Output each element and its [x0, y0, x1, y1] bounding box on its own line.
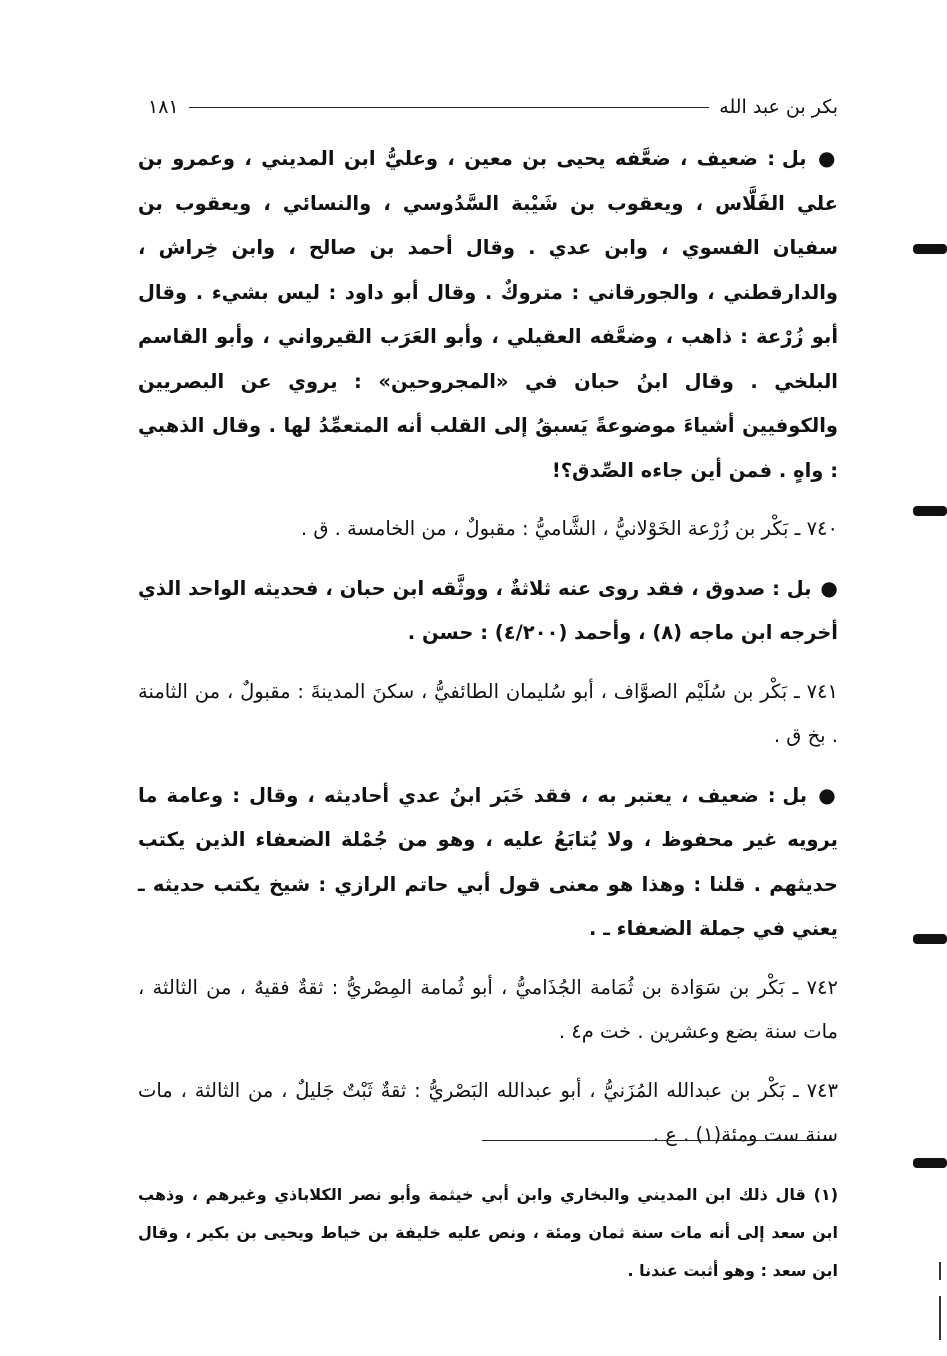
entry-740: ٧٤٠ ـ بَكْر بن زُرْعة الخَوْلانيُّ ، الشَّاميُّ : مقبولٌ ، من الخامسة . ق . — [300, 517, 838, 540]
page-number: ١٨١ — [148, 96, 179, 118]
commentary-paragraph — [138, 566, 838, 656]
footnote-rule — [482, 1140, 832, 1141]
commentary-text: بل : ضعيف ، يعتبر به ، فقد خَبَر ابنُ عدي أحاديثه ، وقال : وعامة ما يرويه غير محفوظ ، ولا يُتابَعُ عليه ، وهو من جُمْلة الضعفاء الذين يكتب حديثهم . قلنا : وهذا هو معنى قول أبي حاتم الرازي : شيخ يكتب حديثه ـ يعني في جملة الضعفاء ـ . — [138, 783, 838, 940]
commentary-text: بل : صدوق ، فقد روى عنه ثلاثةٌ ، ووثَّقه ابن حبان ، فحديثه الواحد الذي أخرجه ابن ماجه (٨) ، وأحمد (٤/٢٠٠) : حسن . — [138, 576, 838, 644]
commentary-text: بل : ضعيف ، ضعَّفه يحيى بن معين ، وعليُّ ابن المديني ، وعمرو بن علي الفَلَّاس ، ويعقوب بن شَيْبة السَّدُوسي ، والنسائي ، ويعقوب بن سفيان الفسوي ، وابن عدي . وقال أحمد بن صالح ، وابن خِراش ، والدارقطني ، والجورقاني : متروكٌ . وقال أبو داود : ليس بشيء . وقال أبو زُرْعة : ذاهب ، وضعَّفه العقيلي ، وأبو العَرَب القيرواني ، وأبو القاسم البلخي . وقال ابنُ حبان في «المجروحين» : يروي عن البصريين والكوفيين أشياءَ موضوعةً يَسبقُ إلى القلب أنه المتعمِّدُ لها . وقال الذهبي : واهٍ . فمن أين جاءه الصِّدق؟! — [138, 147, 838, 482]
scan-artifact — [939, 1296, 941, 1340]
page-body — [138, 136, 838, 1172]
bullet-icon: ● — [820, 575, 839, 600]
header-title: بكر بن عبد الله — [719, 96, 838, 118]
bullet-icon: ● — [818, 782, 839, 807]
binding-mark — [913, 1158, 947, 1168]
bullet-icon: ● — [817, 146, 838, 170]
running-header — [148, 92, 838, 122]
binding-mark — [913, 934, 947, 944]
entry-742: ٧٤٢ ـ بَكْر بن سَوَادة بن ثُمَامة الجُذَاميُّ ، أبو ثُمامة المِصْريُّ : ثقةٌ فقيهٌ ، من الثالثة ، مات سنة بضع وعشرين . خت م٤ . — [138, 975, 838, 1043]
entry-743: ٧٤٣ ـ بَكْر بن عبدالله المُزَنيُّ ، أبو عبدالله البَصْريُّ : ثقةٌ ثَبْتٌ جَليلٌ ، من الثالثة ، مات سنة ست ومئة(١) . ع . — [138, 1078, 838, 1146]
scan-artifact — [939, 1262, 941, 1280]
header-rule — [189, 107, 710, 108]
binding-mark — [913, 506, 947, 516]
footnote: (١) قال ذلك ابن المديني والبخاري وابن أبي خيثمة وأبو نصر الكلاباذي وغيرهم ، وذهب ابن سعد إلى أنه مات سنة ثمان ومئة ، ونص عليه خليفة بن خياط ويحيى بن بكير ، وقال ابن سعد : وهو أثبت عندنا . — [138, 1185, 838, 1280]
commentary-paragraph — [138, 136, 838, 493]
commentary-paragraph — [138, 773, 838, 952]
binding-mark — [913, 244, 947, 254]
entry-741: ٧٤١ ـ بَكْر بن سُلَيْم الصوَّاف ، أبو سُليمان الطائفيُّ ، سكنَ المدينةَ : مقبولٌ ، من الثامنة . بخ ق . — [138, 679, 838, 747]
